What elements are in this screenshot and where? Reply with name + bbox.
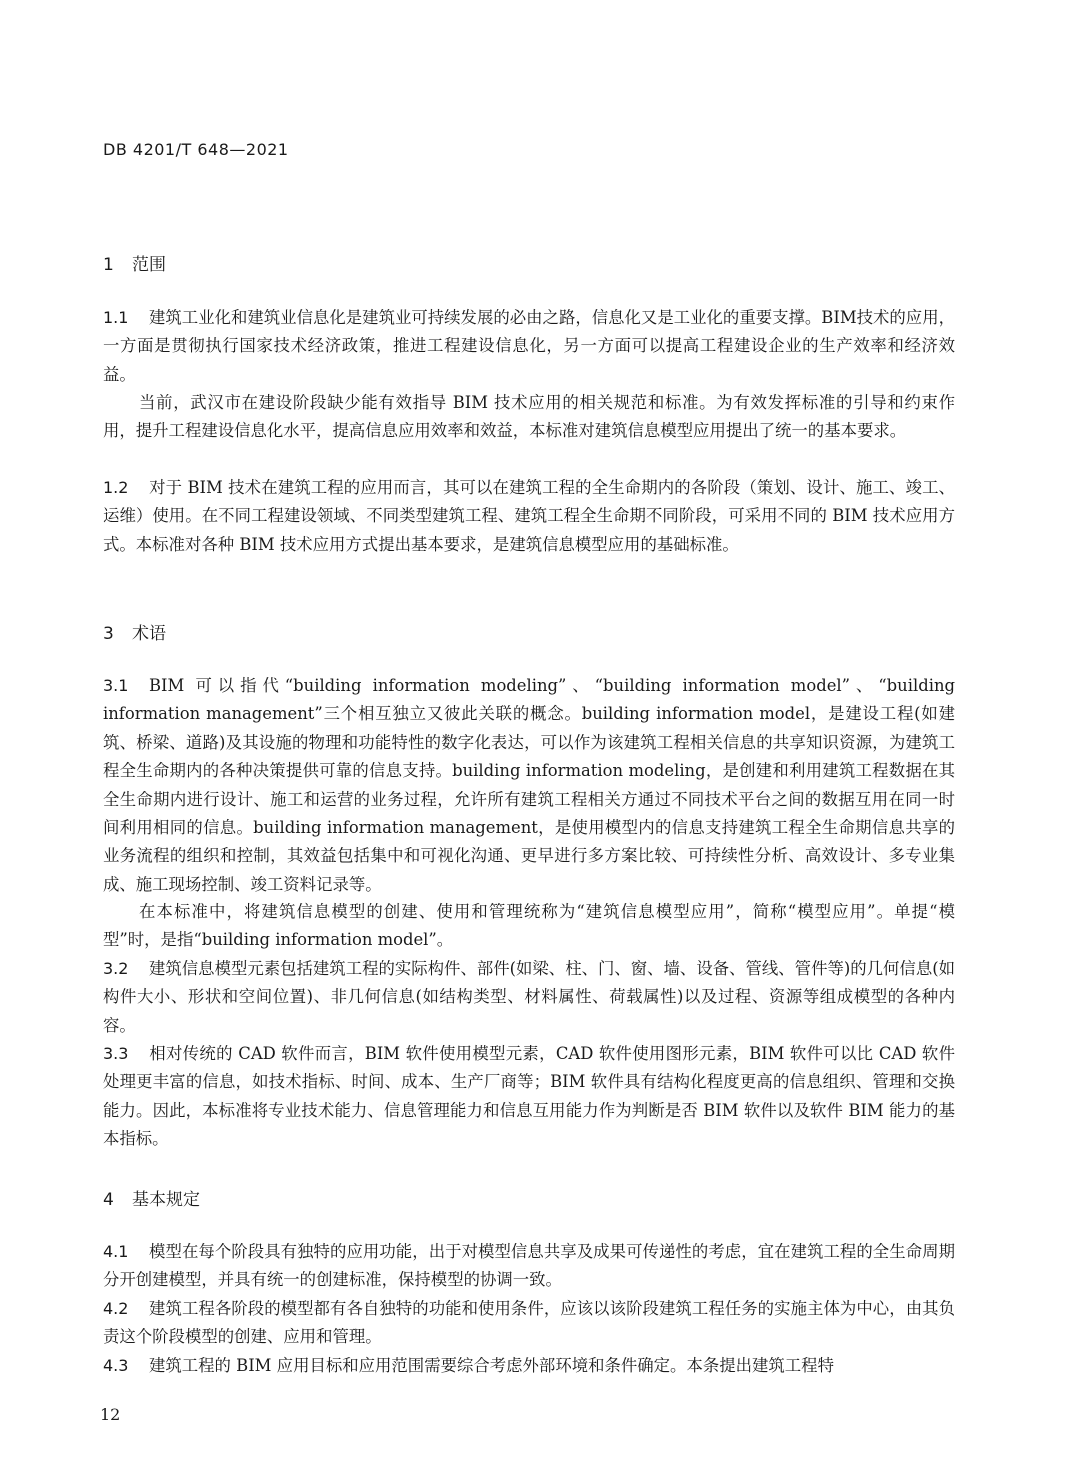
clause-4-1 xyxy=(103,1238,955,1295)
section-number: 1 xyxy=(103,255,114,275)
clause-number: 3.2 xyxy=(103,959,129,978)
clause-1-1 xyxy=(103,304,955,389)
clause-number: 4.1 xyxy=(103,1242,129,1261)
clause-text: 建筑信息模型元素包括建筑工程的实际构件、部件(如梁、柱、门、窗、墙、设备、管线、管件等)的几何信息(如构件大小、形状和空间位置)、非几何信息(如结构类型、材料属性、荷载属性)以及过程、资源等组成模型的各种内容。 xyxy=(103,959,955,1035)
clause-3-3 xyxy=(103,1040,955,1154)
clause-1-2 xyxy=(103,474,955,559)
clause-number: 3.3 xyxy=(103,1044,129,1063)
section-heading-terms xyxy=(103,619,166,644)
section-heading-scope xyxy=(103,250,166,275)
clause-text: 建筑工程的 BIM 应用目标和应用范围需要综合考虑外部环境和条件确定。本条提出建筑工程特 xyxy=(149,1356,834,1375)
clause-text: 模型在每个阶段具有独特的应用功能，出于对模型信息共享及成果可传递性的考虑，宜在建筑工程的全生命周期分开创建模型，并具有统一的创建标准，保持模型的协调一致。 xyxy=(103,1242,955,1290)
clause-number: 4.2 xyxy=(103,1299,129,1318)
clause-number: 1.1 xyxy=(103,308,129,327)
section-number: 3 xyxy=(103,624,114,644)
section-title: 基本规定 xyxy=(132,1190,200,1210)
standard-code-header: DB 4201/T 648—2021 xyxy=(103,140,289,159)
clause-number: 4.3 xyxy=(103,1356,129,1375)
clause-text: 对于 BIM 技术在建筑工程的应用而言，其可以在建筑工程的全生命期内的各阶段（策划、设计、施工、竣工、运维）使用。在不同工程建设领域、不同类型建筑工程、建筑工程全生命期不同阶段，可采用不同的 BIM 技术应用方式。本标准对各种 BIM 技术应用方式提出基本要求，是建筑信息模型应用的基础标准。 xyxy=(103,478,955,554)
clause-text: 相对传统的 CAD 软件而言，BIM 软件使用模型元素，CAD 软件使用图形元素，BIM 软件可以比 CAD 软件处理更丰富的信息，如技术指标、时间、成本、生产厂商等；BIM 软件具有结构化程度更高的信息组织、管理和交换能力。因此，本标准将专业技术能力、信息管理能力和信息互用能力作为判断是否 BIM 软件以及软件 BIM 能力的基本指标。 xyxy=(103,1044,955,1149)
paragraph-model-application: 在本标准中，将建筑信息模型的创建、使用和管理统称为“建筑信息模型应用”，简称“模型应用”。单提“模型”时，是指“building information model”。 xyxy=(103,902,955,950)
clause-4-2 xyxy=(103,1295,955,1352)
clause-text: 建筑工业化和建筑业信息化是建筑业可持续发展的必由之路，信息化又是工业化的重要支撑。BIM技术的应用，一方面是贯彻执行国家技术经济政策，推进工程建设信息化，另一方面可以提高工程建设企业的生产效率和经济效益。 xyxy=(103,308,955,384)
clause-3-2 xyxy=(103,955,955,1040)
section-title: 范围 xyxy=(132,255,166,275)
section-number: 4 xyxy=(103,1190,114,1210)
clause-text: 建筑工程各阶段的模型都有各自独特的功能和使用条件，应该以该阶段建筑工程任务的实施主体为中心，由其负责这个阶段模型的创建、应用和管理。 xyxy=(103,1299,955,1347)
clause-text: BIM 可以指代“building information modeling”、“building information model”、“building information management”三个相互独立又彼此关联的概念。building information model，是建设工程(如建筑、桥梁、道路)及其设施的物理和功能特性的数字化表达，可以作为该建筑工程相关信息的共享知识资源，为建筑工程全生命期内的各种决策提供可靠的信息支持。building information modeling，是创建和利用建筑工程数据在其全生命期内进行设计、施工和运营的业务过程，允许所有建筑工程相关方通过不同技术平台之间的数据互用在同一时间利用相同的信息。building information management，是使用模型内的信息支持建筑工程全生命期信息共享的业务流程的组织和控制，其效益包括集中和可视化沟通、更早进行多方案比较、可持续性分析、高效设计、多专业集成、施工现场控制、竣工资料记录等。 xyxy=(103,676,955,894)
clause-number: 1.2 xyxy=(103,478,129,497)
paragraph-current-status: 当前，武汉市在建设阶段缺少能有效指导 BIM 技术应用的相关规范和标准。为有效发挥标准的引导和约束作用，提升工程建设信息化水平，提高信息应用效率和效益，本标准对建筑信息模型应用提出了统一的基本要求。 xyxy=(103,393,955,441)
section-title: 术语 xyxy=(132,624,166,644)
clause-4-3 xyxy=(103,1352,955,1380)
section-heading-basic-provisions xyxy=(103,1185,200,1210)
page-number: 12 xyxy=(100,1405,121,1424)
clause-3-1 xyxy=(103,672,955,899)
clause-number: 3.1 xyxy=(103,676,129,695)
